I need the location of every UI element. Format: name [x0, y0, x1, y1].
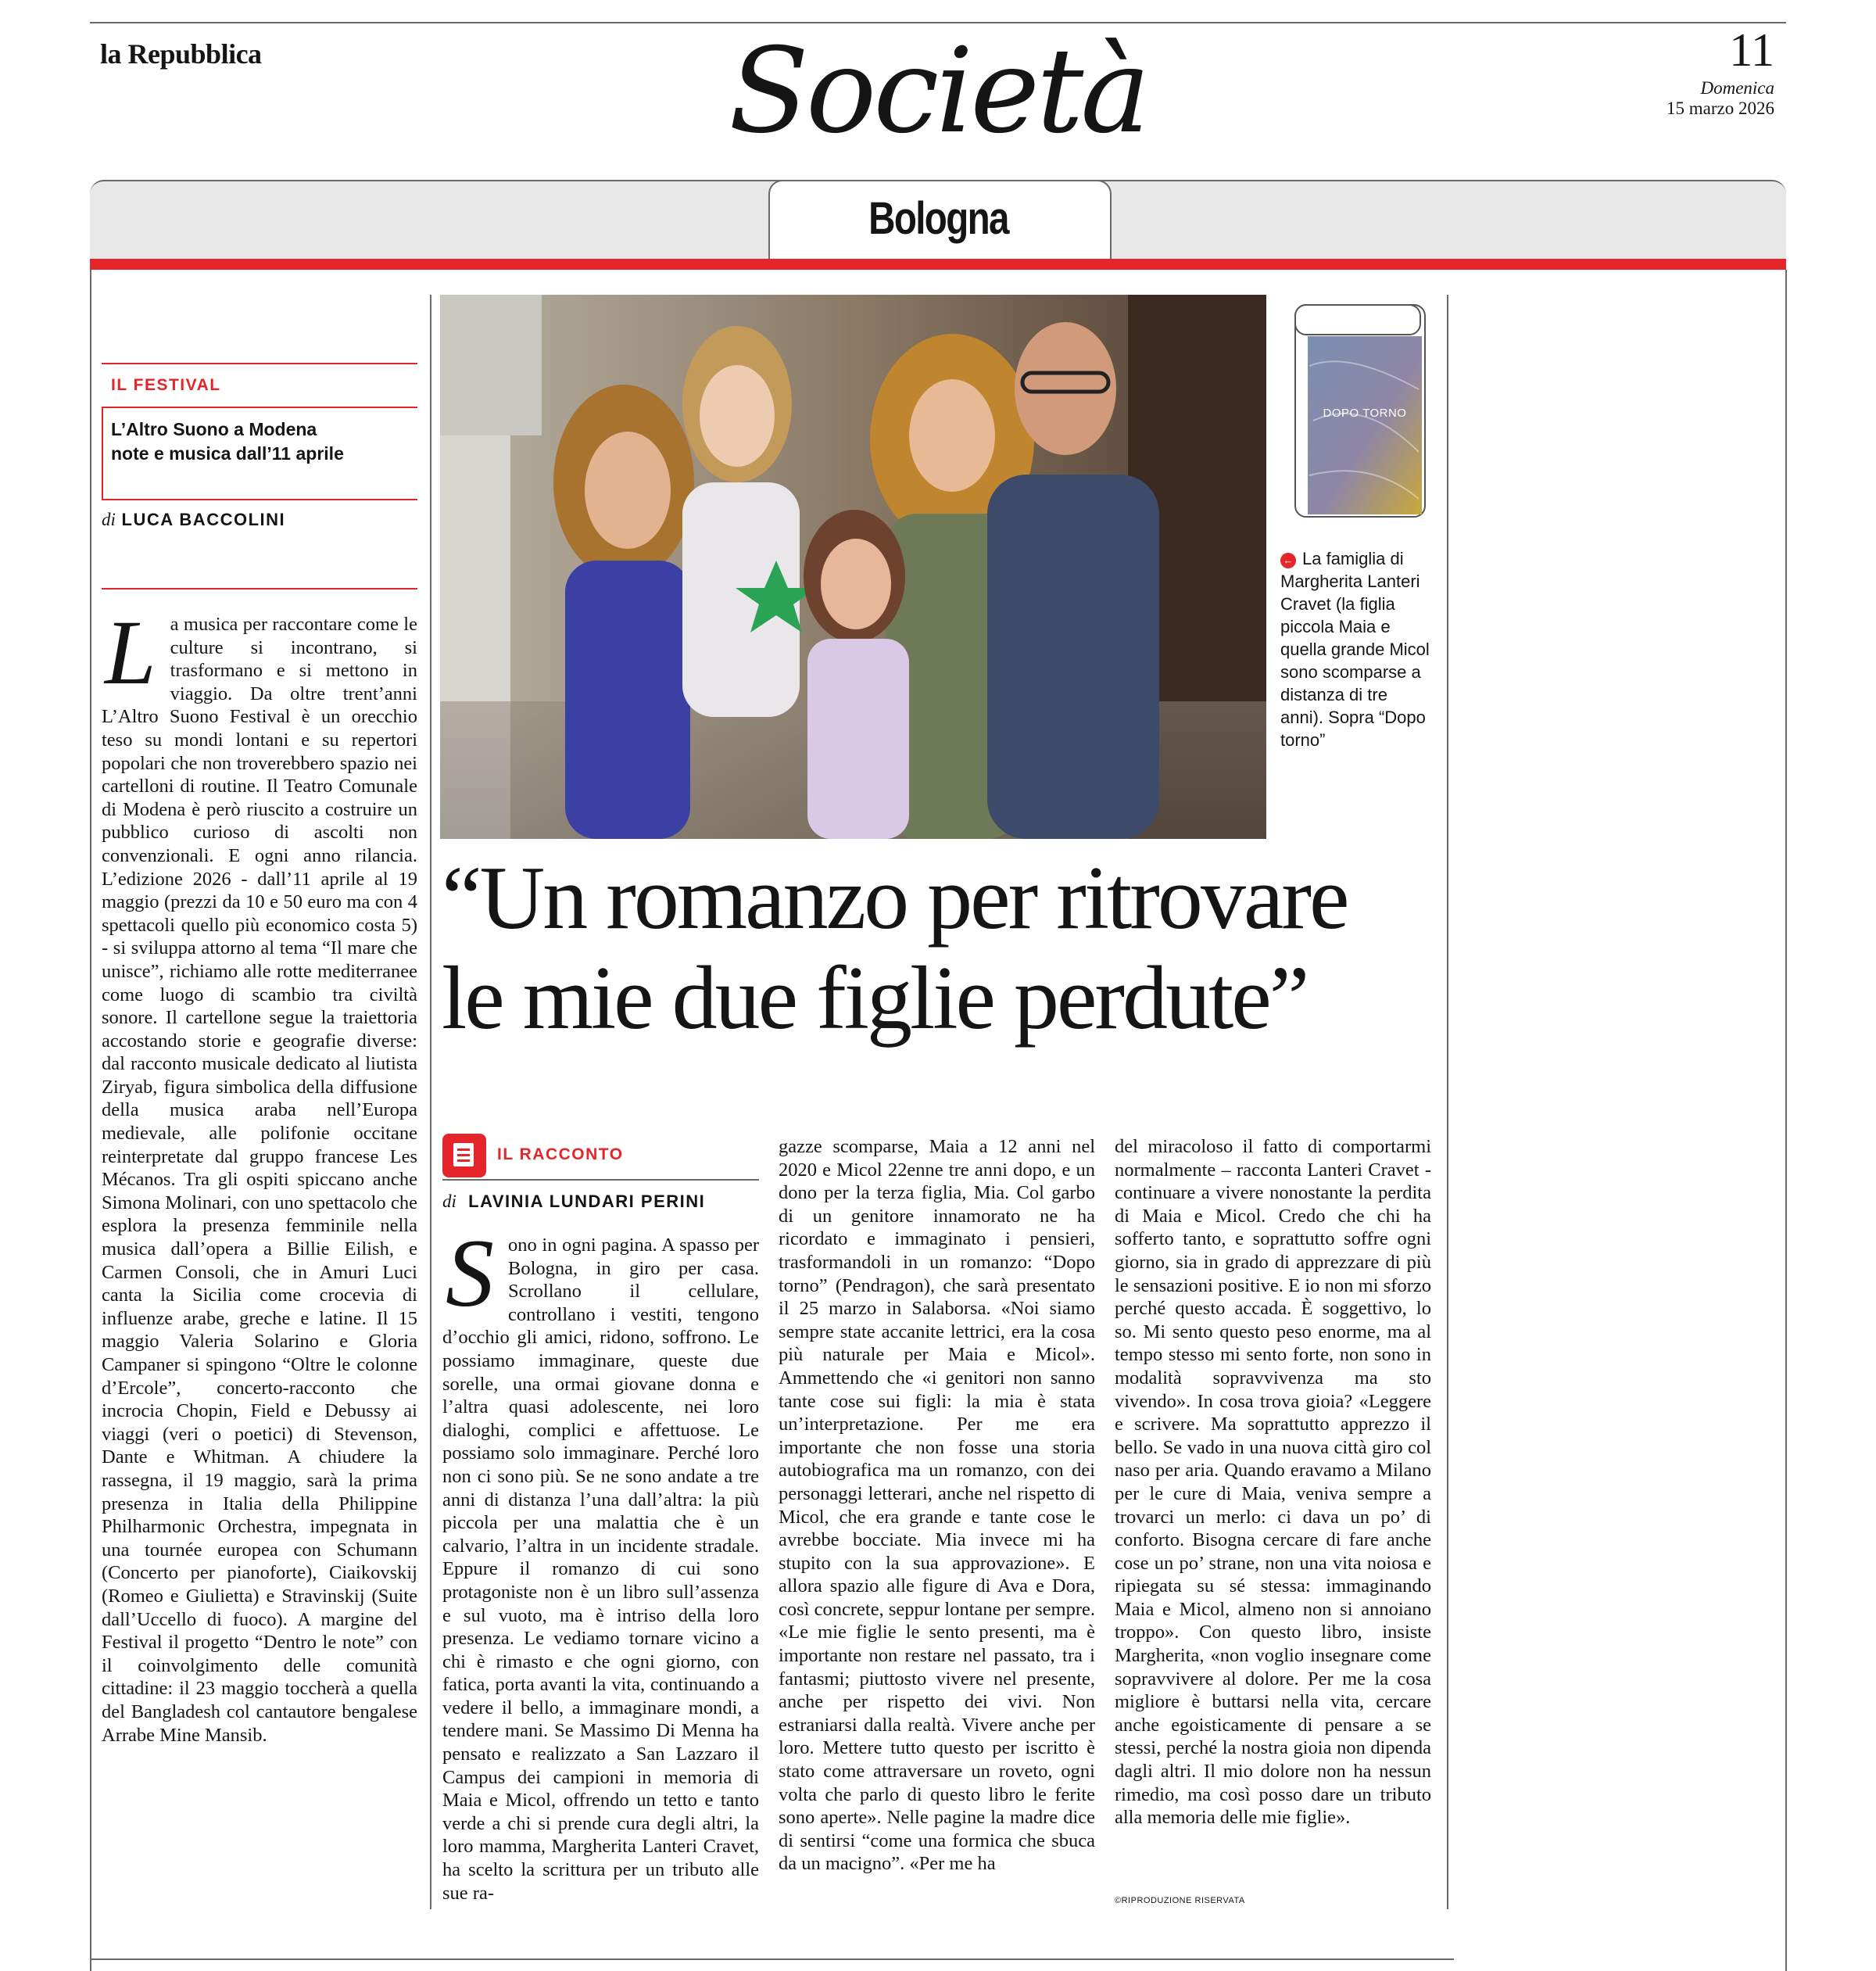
brief-body	[102, 601, 417, 1747]
newspaper-name: la Repubblica	[100, 38, 262, 70]
section-title: Società	[729, 23, 1147, 159]
article-kicker: IL RACCONTO	[497, 1145, 624, 1163]
bottom-rule	[90, 1958, 1454, 1960]
page-number: 11	[1729, 24, 1774, 76]
caption-text: La famiglia di Margherita Lanteri Cravet (la figlia piccola Maia e quella grande Micol sono scomparse a distanza di tre anni). Sopra “Dopo torno”	[1280, 549, 1430, 750]
arrow-left-icon: ←	[1280, 553, 1296, 568]
photo-caption	[1280, 547, 1435, 751]
page-date: 15 marzo 2026	[1667, 99, 1774, 118]
article-column-3: del miracoloso il fatto di comportarmi normalmente – racconta Lanteri Cravet - continuare a vivere nonostante la perdita di Maia e Micol. Credo che chi ha sofferto tanto, e soprattutto soffre ogni giorno, sia in grado di apprezzare di più le sensazioni positive. E io non mi sforzo perché questo accada. È soggettivo, lo so. Mi sento questo peso enorme, ma al tempo stesso mi sento forte, non sono in modalità sopravvivenza ma sto vivendo». In cosa trova gioia? «Leggere e scrivere. Ma soprattutto apprezzo il bello. Se vado in una nuova città giro col naso per aria. Quando eravamo a Milano per le cure di Maia, veniva sempre a trovarci un merlo: ci dava un po’ di conforto. Bisogna cercare di fare anche cose un po’ strane, non una vita noiosa e ripiegata su sé stessa: immaginando Maia e Micol, almeno non si annoiano troppo». Con questo libro, insiste Margherita, «non voglio insegnare come sopravvivere al dolore. Per me la cosa migliore è buttarsi nella vita, cercare anche egoisticamente di pensare a se stessi, perché la nostra gioia non dipenda dagli altri. Il mio dolore non ha nessun rimedio, ma così posso dare un tributo alla memoria delle mie figlie».	[1115, 1136, 1431, 1829]
article-byline-prefix: di	[442, 1192, 456, 1211]
headline	[442, 848, 1466, 1048]
headline-line2: le mie due figlie perdute”	[442, 948, 1308, 1048]
book-cover	[1294, 303, 1427, 518]
family-photo	[440, 295, 1266, 839]
article-byline	[442, 1192, 705, 1212]
brief-kicker: IL FESTIVAL	[111, 376, 221, 394]
brief-byline-rule	[102, 588, 417, 590]
brief-kicker-rule	[102, 407, 417, 408]
byline-prefix: di	[102, 510, 116, 529]
brief-byline	[102, 510, 285, 530]
right-frame-rule	[1785, 270, 1787, 1971]
edition-tab-label: Bologna	[868, 193, 1008, 244]
brief-dropcap: L	[105, 601, 156, 704]
article-icon	[442, 1134, 486, 1177]
article-right-rule	[1447, 295, 1448, 1909]
brief-side-rule	[102, 407, 103, 500]
brief-top-rule	[102, 363, 417, 364]
page-day: Domenica	[1700, 78, 1774, 98]
brief-text: a musica per raccontare come le culture si incontrano, si trasformano e si mettono in viaggio. Da oltre trent’anni L’Altro Suono Festival è un orecchio teso su mondi lontani e su repertori popolari che non troverebbero spazio nei cartelloni di routine. Il Teatro Comunale di Modena è però riuscito a costruire un pubblico curioso di ascolti non convenzionali. E ogni anno rilancia. L’edizione 2026 - dall’11 aprile al 19 maggio (prezzi da 10 e 50 euro ma con 4 spettacoli quello più economico costa 5) - si sviluppa attorno al tema “Il mare che unisce”, richiamo alle rotte mediterranee come luogo di scambio tra civiltà sonore. Il cartellone segue la traiettoria accostando storie e geografie diverse: dal racconto musicale dedicato al liutista Ziryab, figura simbolica della diffusione della musica araba nell’Europa medievale, alle polifonie occitane reinterpretate dal gruppo francese Les Mécanos. Tra gli ospiti spiccano anche Simona Molinari, con uno spettacolo che esplora la presenza femminile nella musica dall’opera a Billie Eilish, e Carmen Consoli, che in Amuri Luci canta la Sicilia come crocevia di influenze arabe, greche e latine. Il 15 maggio Valeria Solarino e Gloria Campaner si spingono “Oltre le colonne d’Ercole”, concerto-racconto che incrocia Chopin, Field e Debussy ai viaggi (veri o poetici) di Stevenson, Dante e Whitman. A chiudere la rassegna, il 19 maggio, sarà la prima presenza in Italia della Philippine Philharmonic Orchestra, impegnata in una tournée europea con Schumann (Concerto per pianoforte), Ciaikovskij (Romeo e Giulietta) e Stravinskij (Suite dall’Uccello di fuoco). A margine del Festival il progetto “Dentro le note” con il coinvolgimento delle comunità cittadine: il 23 maggio toccherà a quella del Bangladesh col cantautore bengalese Arrabe Mine Mansib.	[102, 614, 417, 1746]
red-separator-bar	[90, 259, 1786, 270]
left-frame-rule	[90, 270, 91, 1971]
brief-title-line2: note e musica dall’11 aprile	[111, 443, 344, 464]
brief-author: LUCA BACCOLINI	[121, 510, 286, 529]
kicker-rule	[442, 1179, 759, 1181]
article-dropcap: S	[446, 1220, 494, 1327]
article-column-1	[442, 1220, 759, 1905]
column-rule	[430, 295, 431, 1909]
brief-title-line1: L’Altro Suono a Modena	[111, 419, 317, 439]
family-photo-illustration	[440, 295, 1266, 839]
article-author: LAVINIA LUNDARI PERINI	[468, 1192, 706, 1211]
article-col1-text: ono in ogni pagina. A spasso per Bologna, in giro per casa. Scrollano il cellulare, controllano i vestiti, tengono d’occhio gli amici, ridono, soffrono. Le possiamo immaginare, queste due sorelle, una ormai giovane donna e l’altra quasi adolescente, nei loro dialoghi, complici e affettuose. Le possiamo solo immaginare. Perché loro non ci sono più. Se ne sono andate a tre anni di distanza l’una dall’altra: la più piccola per una malattia che è un calvario, l’altra in un incidente stradale. Eppure il romanzo di cui sono protagoniste non è un libro sull’assenza e sul vuoto, ma è intriso della loro presenza. Le vediamo tornare vicino a chi è rimasto e che ogni giorno, con fatica, porta avanti la vita, continuando a vedere il bello, a immaginare mondi, a tendere mani. Se Massimo Di Menna ha pensato e realizzato a San Lazzaro il Campus dei campioni in memoria di Maia e Micol, offrendo un tetto e tanto verde a chi si prende cura degli altri, la loro mamma, Margherita Lanteri Cravet, ha scelto la scrittura per un tributo alle sue ra-	[442, 1235, 759, 1904]
article-column-2: gazze scomparse, Maia a 12 anni nel 2020 e Micol 22enne tre anni dopo, e un dono per la terza figlia, Mia. Col garbo di un genitore innamorato ne ha ricordato e immaginato i pensieri, trasformandoli in un romanzo: “Dopo torno” (Pendragon), che sarà presentato il 25 marzo in Salaborsa. «Noi siamo sempre state accanite lettrici, era la cosa più naturale per Maia e Micol». Ammettendo che «i genitori non sanno tante cose sui figli: la mia è stata un’interpretazione. Per me era importante che non fosse una storia autobiografica ma un romanzo, con dei personaggi letterari, anche nel rispetto di Micol, che era grande e tante cose le avrebbe bocciate. Mia invece mi ha stupito con la sua approvazione». E allora spazio alle figure di Ava e Dora, così concrete, seppur lontane per sempre. «Le mie figlie le sento presenti, ma è importante non restare nel passato, tra i fantasmi; piuttosto vivere nel presente, anche per rispetto dei vivi. Non estraniarsi dalla realtà. Vivere anche per loro. Mettere tutto questo per iscritto è stato come attraversare un roveto, ogni volta che parlo di questo libro le ferite sono aperte». Nelle pagine la madre dice di sentirsi “come una formica che sbuca da un macigno”. «Per me ha	[779, 1136, 1095, 1875]
book-cover-title: DOPO TORNO	[1323, 407, 1407, 420]
headline-line1: “Un romanzo per ritrovare	[442, 848, 1348, 948]
copyright-credit: ©RIPRODUZIONE RISERVATA	[1115, 1896, 1245, 1905]
brief-bottom-rule	[102, 499, 417, 500]
